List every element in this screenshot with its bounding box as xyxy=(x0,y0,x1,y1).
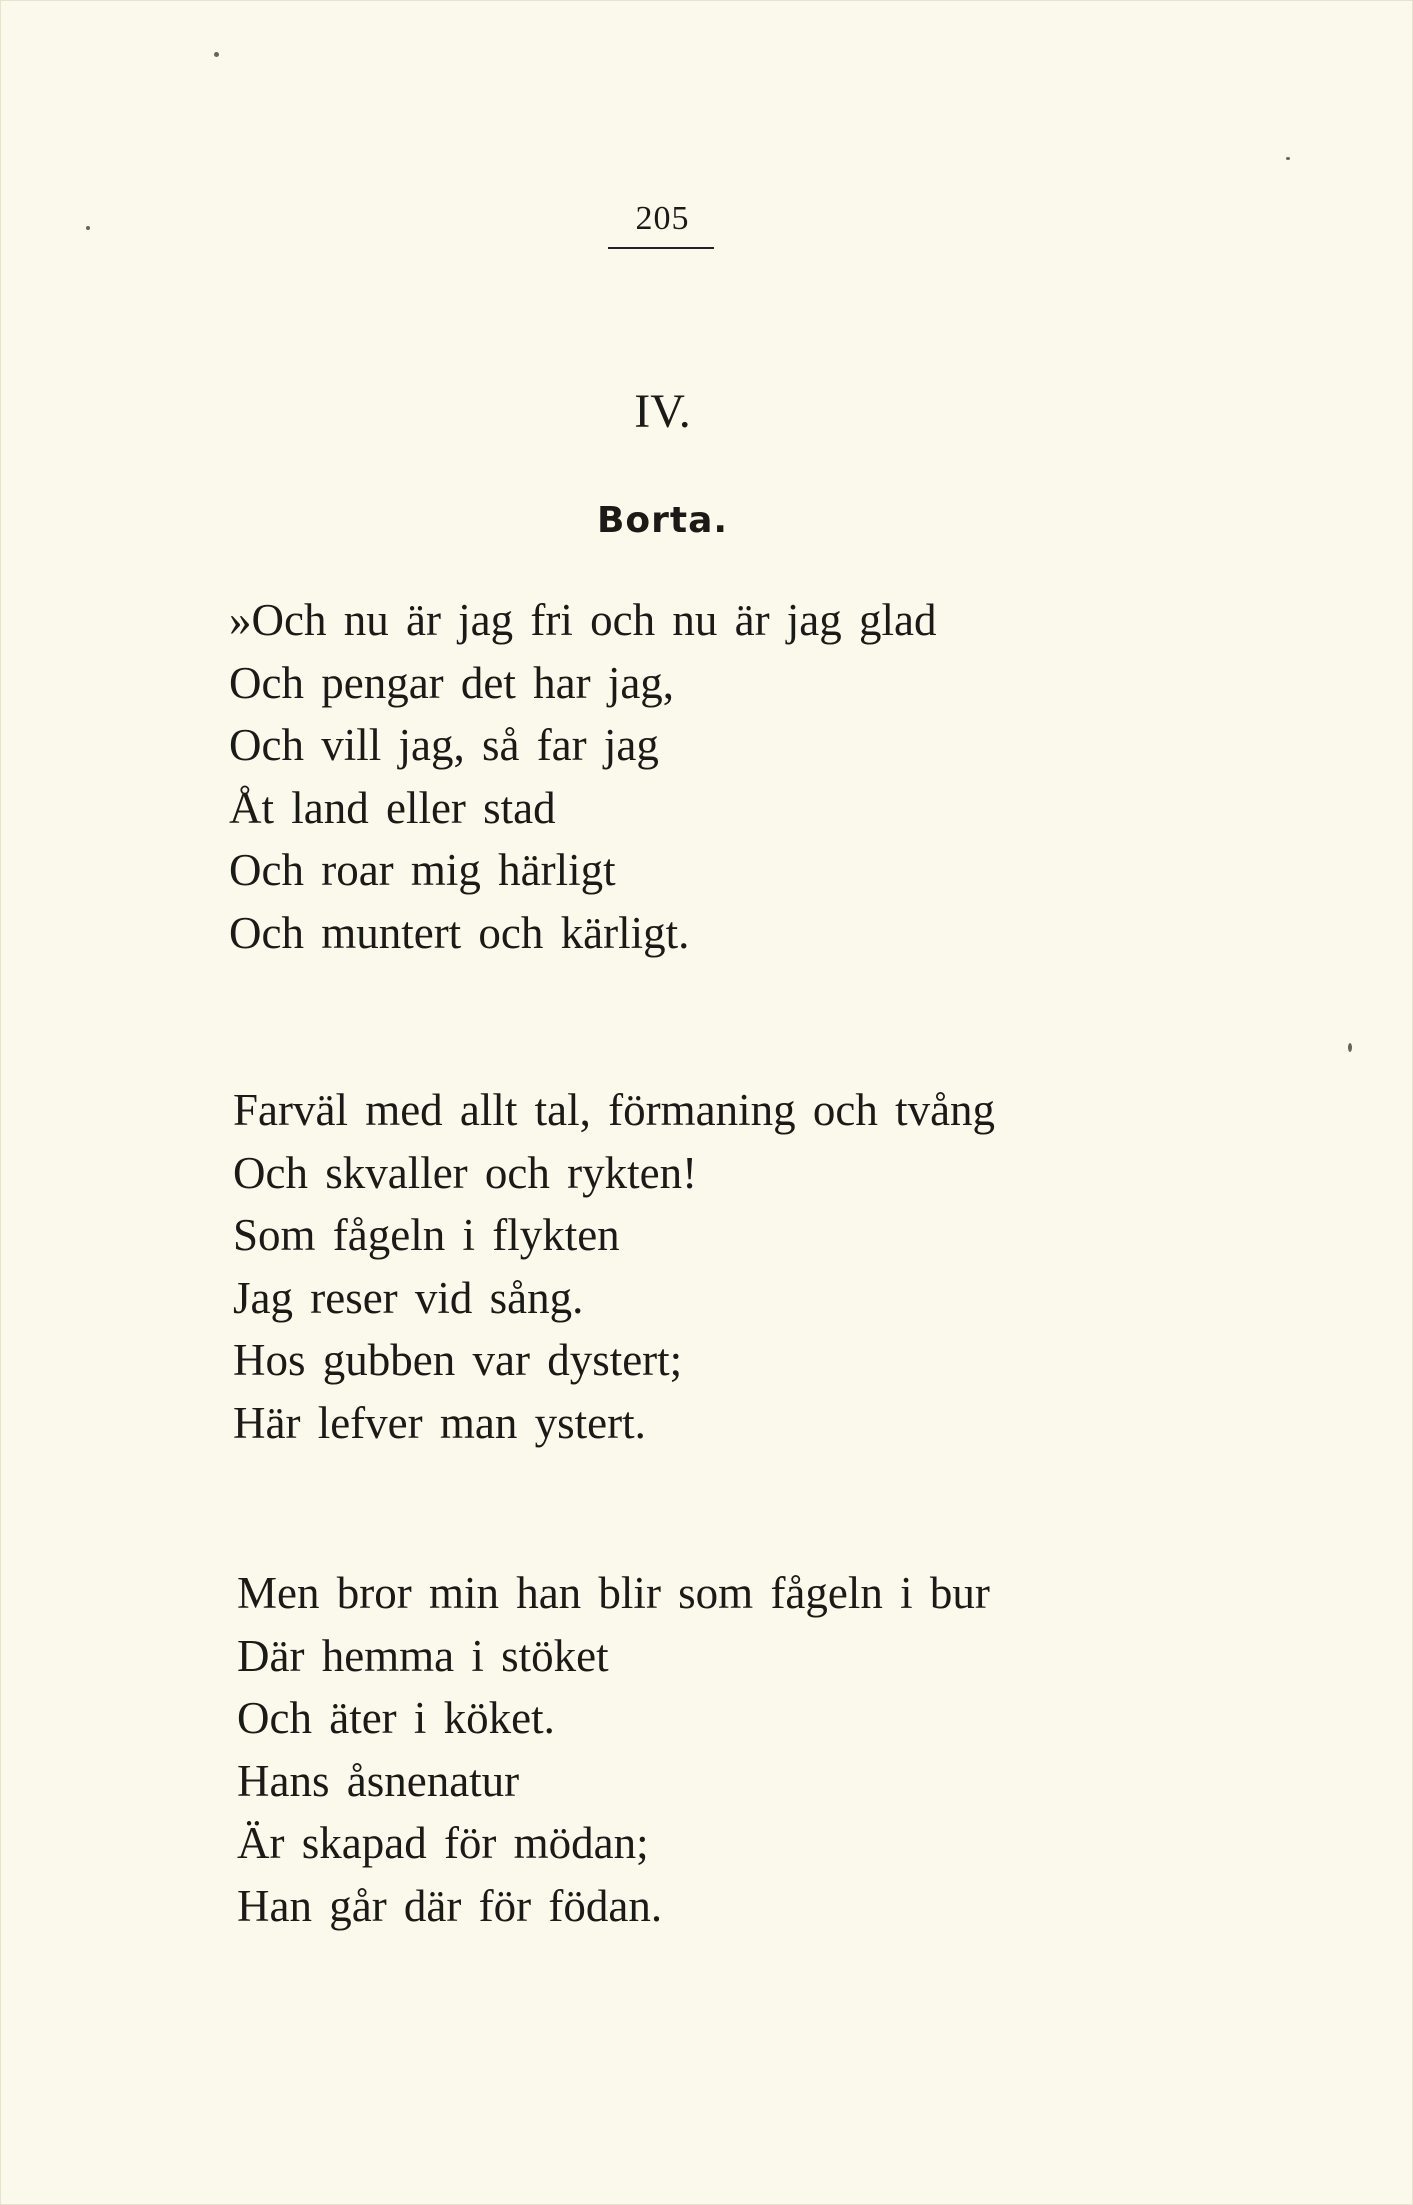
poem-line: Och äter i köket. xyxy=(237,1693,555,1743)
poem-line: Och vill jag, så far jag xyxy=(229,720,659,770)
poem-line: Och muntert och kärligt. xyxy=(229,907,690,958)
poem-line: Hans åsnenatur xyxy=(237,1755,520,1806)
poem-line: Och roar mig härligt xyxy=(229,845,616,895)
poem-line: Här lefver man ystert. xyxy=(233,1397,646,1448)
section-number: IV. xyxy=(634,385,691,438)
poem-line: Hos gubben var dystert; xyxy=(233,1335,683,1385)
poem-line: Är skapad för mödan; xyxy=(237,1818,649,1868)
poem-line: Som fågeln i flykten xyxy=(233,1210,620,1260)
poem-title: Borta. xyxy=(596,500,729,541)
poem-line: Och pengar det har jag, xyxy=(229,657,675,708)
poem-line: Där hemma i stöket xyxy=(237,1630,609,1681)
poem-line: Jag reser vid sång. xyxy=(233,1272,584,1323)
paper-speck xyxy=(214,52,219,57)
paper-speck xyxy=(1286,157,1290,160)
poem-line: Farväl med allt tal, förmaning och tvång xyxy=(233,1085,996,1135)
poem-line: »Och nu är jag fri och nu är jag glad xyxy=(229,595,937,645)
page-number: 205 xyxy=(635,200,690,237)
stanza-1 xyxy=(229,589,937,964)
poem-line: Han går där för födan. xyxy=(237,1880,663,1931)
stanza-3 xyxy=(237,1562,990,1937)
poem-line: Och skvaller och rykten! xyxy=(233,1147,698,1198)
stanza-2 xyxy=(233,1079,995,1454)
poem-line: Men bror min han blir som fågeln i bur xyxy=(237,1568,990,1618)
paper-speck xyxy=(1348,1043,1352,1052)
page-number-rule xyxy=(608,247,714,249)
poem-line: Åt land eller stad xyxy=(229,782,556,833)
